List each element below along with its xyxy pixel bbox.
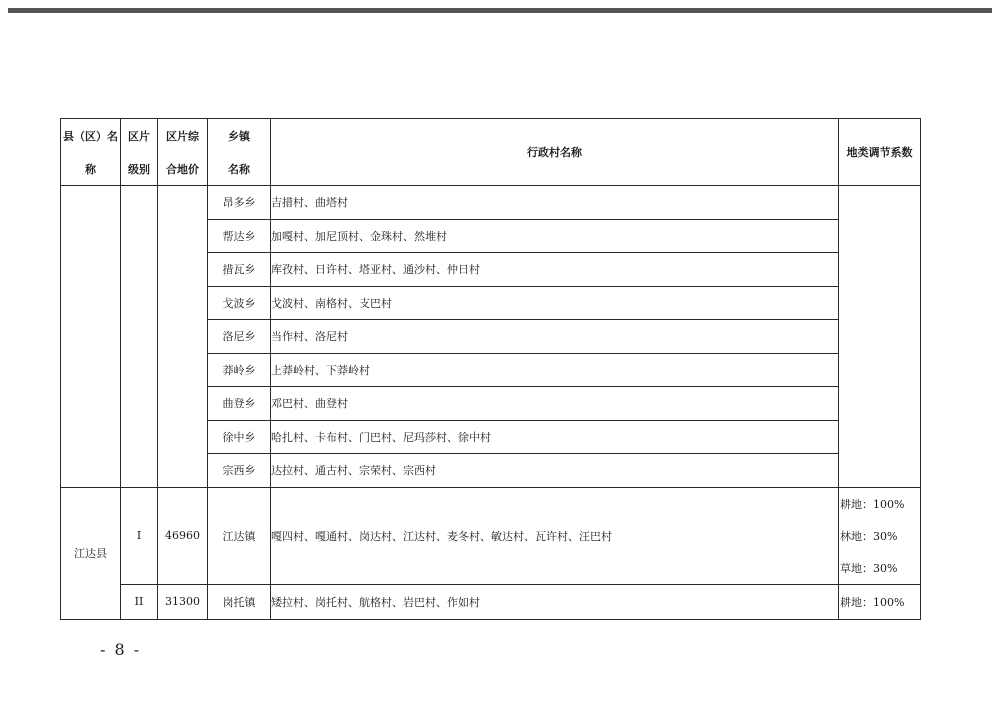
town-cell: 戈波乡 bbox=[208, 286, 271, 320]
county-cell-jiangda: 江达县 bbox=[61, 487, 121, 619]
villages-cell: 戈波村、南格村、支巴村 bbox=[271, 286, 839, 320]
header-price bbox=[158, 119, 208, 186]
header-zone-level bbox=[121, 119, 158, 186]
town-cell: 江达镇 bbox=[208, 487, 271, 584]
table-row bbox=[61, 186, 921, 220]
town-cell: 岗托镇 bbox=[208, 584, 271, 619]
land-price-table bbox=[60, 118, 921, 620]
town-cell: 措瓦乡 bbox=[208, 253, 271, 287]
level-cell: II bbox=[121, 584, 158, 619]
villages-cell: 库孜村、日许村、塔亚村、通沙村、仲日村 bbox=[271, 253, 839, 287]
header-town-line2: 名称 bbox=[228, 162, 250, 176]
coef-farmland: 耕地：100% bbox=[840, 497, 905, 511]
header-zone-line1: 区片 bbox=[128, 129, 150, 143]
villages-cell: 矮拉村、岗托村、航格村、岩巴村、作如村 bbox=[271, 584, 839, 619]
header-town bbox=[208, 119, 271, 186]
villages-cell: 哈扎村、卡布村、门巴村、尼玛莎村、徐中村 bbox=[271, 420, 839, 454]
town-cell: 莽岭乡 bbox=[208, 353, 271, 387]
header-price-line1: 区片综 bbox=[166, 129, 199, 143]
scan-top-border bbox=[8, 8, 992, 13]
level-cell-prev bbox=[121, 186, 158, 488]
villages-cell: 当作村、洛尼村 bbox=[271, 320, 839, 354]
header-villages: 行政村名称 bbox=[271, 119, 839, 186]
villages-cell: 达拉村、通古村、宗荣村、宗西村 bbox=[271, 454, 839, 488]
header-county bbox=[61, 119, 121, 186]
header-price-line2: 合地价 bbox=[166, 162, 199, 176]
price-cell: 31300 bbox=[158, 584, 208, 619]
coef-grassland: 草地：30% bbox=[840, 561, 898, 575]
table-row-jiangda-2 bbox=[61, 584, 921, 619]
town-cell: 帮达乡 bbox=[208, 219, 271, 253]
page-number: - 8 - bbox=[100, 640, 142, 659]
villages-cell: 嘎四村、嘎通村、岗达村、江达村、麦冬村、敏达村、瓦许村、汪巴村 bbox=[271, 487, 839, 584]
header-county-line2: 称 bbox=[85, 162, 96, 176]
header-coef: 地类调节系数 bbox=[839, 119, 921, 186]
price-cell-prev bbox=[158, 186, 208, 488]
town-cell: 洛尼乡 bbox=[208, 320, 271, 354]
county-cell-prev bbox=[61, 186, 121, 488]
town-cell: 昂多乡 bbox=[208, 186, 271, 220]
table-header-row bbox=[61, 119, 921, 186]
header-town-line1: 乡镇 bbox=[228, 129, 250, 143]
town-cell: 曲登乡 bbox=[208, 387, 271, 421]
villages-cell: 邓巴村、曲登村 bbox=[271, 387, 839, 421]
price-cell: 46960 bbox=[158, 487, 208, 584]
town-cell: 徐中乡 bbox=[208, 420, 271, 454]
coef-cell-prev bbox=[839, 186, 921, 488]
coef-cell bbox=[839, 487, 921, 584]
villages-cell: 上莽岭村、下莽岭村 bbox=[271, 353, 839, 387]
coef-forest: 林地：30% bbox=[840, 529, 898, 543]
header-zone-line2: 级别 bbox=[128, 162, 150, 176]
villages-cell: 吉措村、曲塔村 bbox=[271, 186, 839, 220]
coef-cell: 耕地：100% bbox=[839, 584, 921, 619]
level-cell: I bbox=[121, 487, 158, 584]
header-county-line1: 县（区）名 bbox=[63, 129, 118, 143]
town-cell: 宗西乡 bbox=[208, 454, 271, 488]
villages-cell: 加嘎村、加尼顶村、金珠村、然堆村 bbox=[271, 219, 839, 253]
table-row-jiangda-1 bbox=[61, 487, 921, 584]
